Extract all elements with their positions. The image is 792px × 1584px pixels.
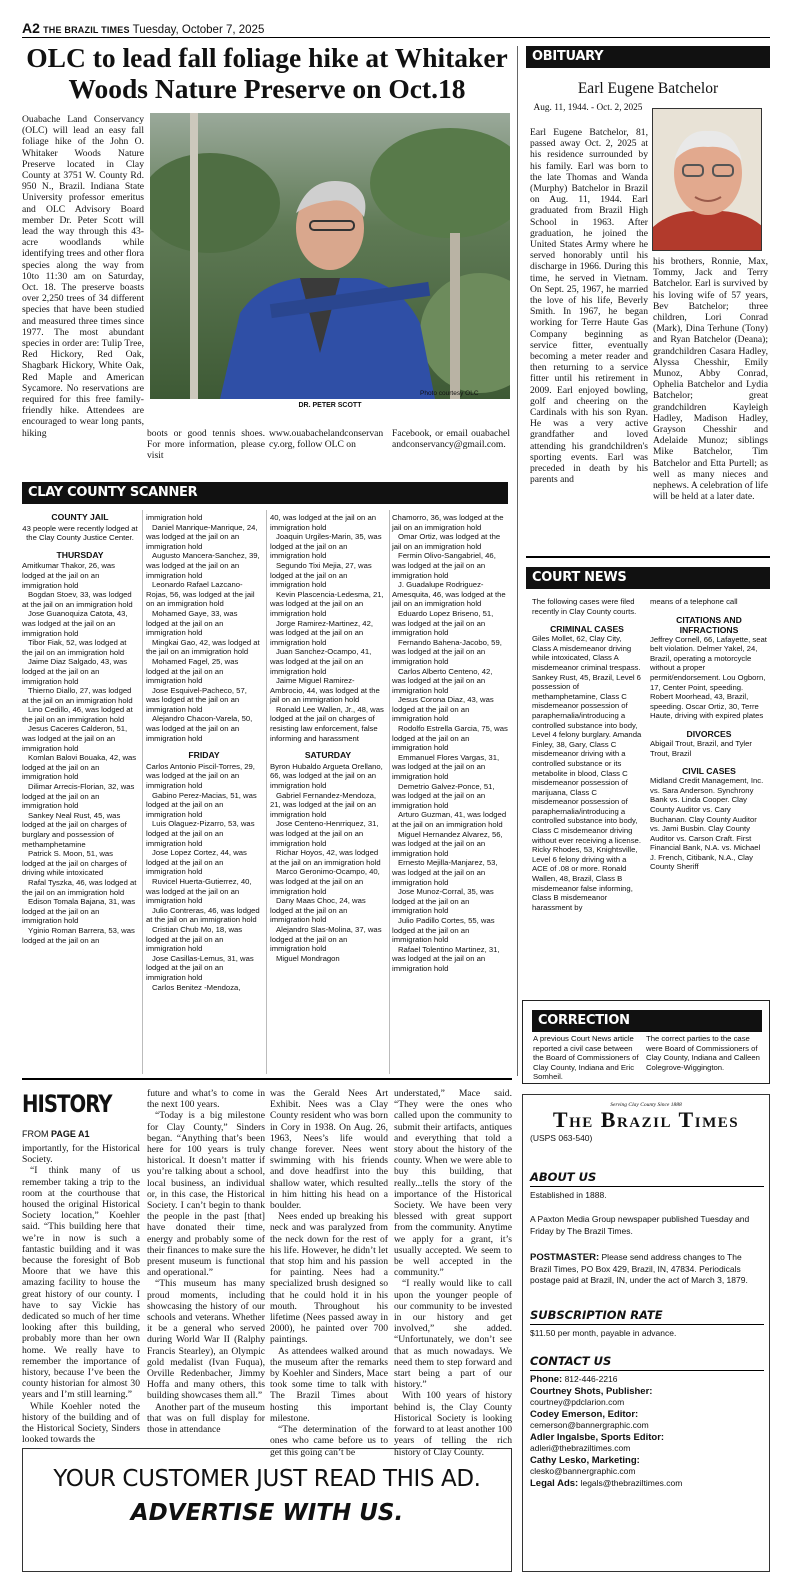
- col4-list: [392, 513, 508, 974]
- list-item: Fermin Olivo-Sangabriel, 46, was lodged at the jail on an immigration hold: [392, 551, 496, 580]
- editor-email[interactable]: cemerson@bannergraphic.com: [530, 1420, 649, 1430]
- list-item: Komlan Balovi Bouaka, 42, was lodged at the jail on an immigration hold: [22, 753, 137, 782]
- list-item: Jesus Caceres Calderon, 51, was lodged at the jail on an immigration hold: [22, 724, 128, 753]
- legal-email[interactable]: legals@thebraziltimes.com: [580, 1477, 683, 1488]
- criminal-cases-cont: means of a telephone call: [650, 597, 738, 606]
- masthead-tagline: Serving Clay County Since 1888: [610, 1102, 682, 1108]
- criminal-cases-heading: CRIMINAL CASES: [550, 624, 624, 635]
- page-folio: [22, 20, 264, 36]
- history-col3: [270, 1088, 388, 1458]
- list-item: 40, was lodged at the jail on an immigration hold: [270, 513, 376, 532]
- history-col1: [22, 1143, 140, 1445]
- list-item: future and what’s to come in the next 100 years.: [147, 1088, 265, 1111]
- list-item: Thierno Diallo, 27, was lodged at the jail on an immigration hold: [22, 686, 133, 705]
- contact-sports: [530, 1432, 764, 1444]
- list-item: Amitkumar Thakor, 26, was lodged at the jail on an immigration hold: [22, 561, 115, 590]
- list-item: Ronald Lee Wallen, Jr., 48, was lodged at the jail on charges of resisting law enforcement, false informing and harassment: [270, 704, 384, 743]
- list-item: Dilimar Arrecis-Florian, 32, was lodged at the jail on an immigration hold: [22, 782, 135, 811]
- correction-col1: A previous Court News article reported a civil case between the Board of Commissioners of Clay County, Indiana and Eric Somheil.: [533, 1034, 639, 1082]
- page-number: A2: [22, 20, 40, 36]
- divorces-text: Abigail Trout, Brazil, and Tyler Trout, Brazil: [650, 738, 752, 758]
- marketing-email[interactable]: clesko@bannergraphic.com: [530, 1466, 636, 1476]
- list-item: “I really would like to call upon the younger people of our community to be invested in our history and get involved,” she added. “Unfortunately, we don’t see that as much nowadays. We need them to step forward and start being a part of our history.”: [394, 1278, 512, 1391]
- contact-legal: [530, 1478, 764, 1490]
- list-item: Ruvicel Huerta-Gutierrez, 40, was lodged at the jail on an immigration hold: [146, 876, 252, 906]
- sports-role: Adler Ingalsbe, Sports Editor:: [530, 1431, 665, 1443]
- list-item: Bogdan Stoev, 33, was lodged at the jail on an immigration hold: [22, 590, 133, 609]
- photo-caption: DR. PETER SCOTT: [298, 402, 362, 409]
- sports-email[interactable]: adleri@thebraziltimes.com: [530, 1443, 631, 1453]
- obituary-portrait: [652, 108, 762, 251]
- about-us-text: A Paxton Media Group newspaper published Tuesday and Friday by The Brazil Times.: [530, 1214, 750, 1236]
- list-item: Eduardo Lopez Briseno, 51, was lodged at the jail on an immigration hold: [392, 608, 494, 638]
- list-item: While Koehler noted the history of the building and of the Historical Society, Sinders looked towards the: [22, 1400, 140, 1446]
- list-item: Nees ended up breaking his neck and was paralyzed from the neck down for the rest of his life. However, he didn’t let that stop him and his passion for painting. Nees had a specialized brush designed so that he could hold it in his mouth. Throughout his lifetime (Nees passed away in 2000), he painted over 700 paintings.: [270, 1211, 388, 1346]
- ad-line-2: ADVERTISE WITH US.: [130, 1500, 404, 1526]
- subscription-heading: SUBSCRIPTION RATE: [530, 1308, 764, 1325]
- list-item: Joaquin Urgiles-Marin, 35, was lodged at the jail on an immigration hold: [270, 532, 382, 561]
- col2-list: [146, 513, 262, 743]
- obituary-banner: OBITUARY: [526, 46, 770, 68]
- contact-publisher: [530, 1386, 764, 1398]
- list-item: Miguel Hernandez Alvarez, 56, was lodged at the jail on an immigration hold: [392, 829, 503, 858]
- criminal-cases-text: Giles Mollet, 62, Clay City, Class A misdemeanor driving while intoxicated, Class A misdemeanor criminal trespass. Sankey Rust, 45, Brazil, Level 6 possession of methamphetamine, Class C misdemeanor possession of paraphernalia/introducing a controlled substance into body, Level 4 felony burglary. Amanda Finley, 38, Gary, Class C misdemeanor driving with a controlled substance or its metabolite in blood, Class C misdemeanor possession of marijuana, Class C misdemeanor possession of paraphernalia/introducing a controlled substance into body, Class C misdemeanor driving without ever receiving a license. Ricky Rhodes, 53, Knightsville, Level 6 felony driving with a ACE of .08 or more. Ronald Wallen, 48, Brazil, Class B misdemeanor false informing, Class B misdemeanor harassment by: [532, 634, 642, 912]
- about-us-heading: ABOUT US: [530, 1170, 764, 1187]
- list-item: Sankey Neal Rust, 45, was lodged at the jail on charges of burglary and possession of methamphetamine: [22, 810, 127, 849]
- masthead-name: The Brazil Times: [552, 1107, 740, 1132]
- list-item: Gabriel Fernandez-Mendoza, 21, was lodged at the jail on an immigration hold: [270, 790, 376, 819]
- list-item: J. Guadalupe Rodriguez-Amesquita, 46, was lodged at the jail on an immigration hold: [392, 580, 506, 609]
- jump-line: [22, 1129, 90, 1139]
- list-item: Fernando Bahena-Jacobo, 59, was lodged at the jail on an immigration hold: [392, 637, 502, 666]
- lead-body-col3: www.ouabachelandconservancy.org, follow OLC on: [269, 428, 384, 451]
- citations-heading: CITATIONS AND INFRACTIONS: [676, 614, 742, 635]
- legal-label: Legal Ads:: [530, 1477, 579, 1489]
- list-item: Ernesto Mejilla-Manjarez, 53, was lodged at the jail on an immigration hold: [392, 858, 498, 887]
- contact-phone: [530, 1374, 764, 1386]
- list-item: Jaime Miguel Ramirez-Ambrocio, 44, was lodged at the jail on an immigration hold: [270, 676, 380, 705]
- scanner-col3: [270, 513, 386, 963]
- history-heading: HISTORY: [22, 1090, 112, 1118]
- list-item: importantly, for the Historical Society.: [22, 1143, 140, 1166]
- contact-editor: [530, 1409, 764, 1421]
- thursday-list: [22, 561, 138, 945]
- list-item: Miguel Mondragon: [276, 953, 340, 963]
- list-item: Alejandro Chacon-Varela, 50, was lodged at the jail on an immigration hold: [146, 714, 253, 743]
- list-item: Jesus Corona Diaz, 43, was lodged at the jail on an immigration hold: [392, 695, 494, 724]
- column-divider: [142, 510, 143, 1074]
- list-item: Segundo Tixi Mejia, 27, was lodged at the jail on an immigration hold: [270, 560, 372, 590]
- marketing-role: Cathy Lesko, Marketing:: [530, 1454, 640, 1466]
- list-item: Rafael Tolentino Martinez, 31, was lodged at the jail on an immigration hold: [392, 944, 500, 973]
- paper-name: THE BRAZIL TIMES: [43, 25, 130, 35]
- ad-line-1: YOUR CUSTOMER JUST READ THIS AD.: [53, 1466, 481, 1492]
- list-item: Arturo Guzman, 41, was lodged at the jail on an immigration hold: [392, 810, 507, 829]
- correction-col2: The correct parties to the case were Board of Commissioners of Clay County, Indiana and Calleen Colegrove-Wiggington.: [646, 1034, 760, 1072]
- civil-cases-text: Midland Credit Management, Inc. vs. Sara Anderson. Synchrony Bank vs. Linda Cooper. Clay County Auditor vs. Cary Buchanan. Clay County Auditor vs. Jami Busbin. Clay County Auditor vs. Carson Craft. First Financial Bank, N.A. vs. Michael J. French, Citibank, N.A., Clay County Sheriff: [650, 776, 764, 872]
- list-item: Juan Sanchez-Ocampo, 41, was lodged at the jail on an immigration hold: [270, 647, 372, 676]
- jump-from-label: FROM: [22, 1129, 49, 1139]
- list-item: Mingkai Gao, 42, was lodged at the jail on an immigration hold: [146, 637, 260, 657]
- lead-photo: [150, 113, 510, 399]
- list-item: Luis Olaguez-Pizarro, 53, was lodged at the jail on an immigration hold: [146, 819, 255, 848]
- list-item: was the Gerald Nees Art Exhibit. Nees was a Clay County resident who was born in Cory in 1938. On Aug. 26, 1963, Nees’s life would change forever. Nees went swimming with his friends and dove headfirst into the shallow water, which resulted in him hitting his head on a boulder.: [270, 1088, 388, 1212]
- contact-heading: CONTACT US: [530, 1354, 764, 1371]
- list-item: Daniel Manrique-Manrique, 24, was lodged at the jail on an immigration hold: [146, 522, 258, 551]
- postmaster-body: Please send address changes to The Brazil Times, PO Box 429, Brazil, IN, 47834. Periodicals postage paid at Brazil, IN, under the act of March 3, 1879.: [530, 1252, 748, 1285]
- friday-list: [146, 762, 262, 992]
- issue-date: Tuesday, October 7, 2025: [132, 24, 265, 36]
- list-item: Patrick S. Moon, 51, was lodged at the jail on charges of driving while intoxicated: [22, 849, 127, 878]
- county-jail-heading: COUNTY JAIL: [51, 512, 109, 522]
- scanner-col1: [22, 513, 138, 945]
- list-item: Jose Esquivel-Pacheco, 57, was lodged at the jail on an immigration hold: [146, 685, 247, 714]
- list-item: Byron Hubaldo Argueta Orellano, 66, was lodged at the jail on an immigration hold: [270, 761, 383, 791]
- subscription-rate: $11.50 per month, payable in advance.: [530, 1328, 677, 1338]
- list-item: Jose Munoz-Corral, 35, was lodged at the jail on an immigration hold: [392, 887, 494, 916]
- list-item: Tibor Fiak, 52, was lodged at the jail on an immigration hold: [22, 638, 127, 657]
- list-item: As attendees walked around the museum after the remarks by Koehler and Sinders, Mace took some time to talk with The Brazil Times about hosting this important milestone.: [270, 1345, 388, 1424]
- about-us-established: Established in 1888.: [530, 1190, 607, 1200]
- history-col2: [147, 1088, 265, 1435]
- history-col4: [394, 1088, 512, 1458]
- contact-marketing: [530, 1455, 764, 1467]
- editor-role: Codey Emerson, Editor:: [530, 1408, 639, 1420]
- list-item: Augusto Mancera-Sanchez, 39, was lodged at the jail on an immigration hold: [146, 551, 260, 580]
- list-item: Jaime Diaz Salgado, 43, was lodged at the jail on an immigration hold: [22, 657, 128, 686]
- list-item: Demetrio Galvez-Ponce, 51, was lodged at the jail on an immigration hold: [392, 781, 495, 810]
- usps-number: (USPS 063-540): [530, 1133, 593, 1143]
- header-rule: [22, 37, 770, 38]
- obituary-body-col1: Earl Eugene Batchelor, 81, passed away Oct. 2, 2025 at his residence surrounded by his family. Earl was born to the late Thomas and Wanda (Murphy) Batchelor in Brazil on Aug. 11, 1944. Earl graduated from Brazil High School in 1963. After graduation, he joined the United States Army where he served honorably until his discharge in 1966. During this time, he served in Vietnam. On Sept. 25, 1967, he married the love of his life, Beverly Smith. In 1967, he began working for Terre Haute Gas Company beginning as service fitter, eventually becoming a meter reader and then returning to a service fitter until his retirement in 2009. Earl enjoyed bowling, golf and cheering on the Cardinals with his son Ryan. He was a very active grandfather and loved attending his grandchildren's sporting events. Earl was preceded in death by his parents and: [530, 127, 648, 486]
- list-item: Julio Padillo Cortes, 55, was lodged at the jail on an immigration hold: [392, 915, 495, 945]
- section-rule: [22, 1078, 512, 1080]
- thursday-heading: THURSDAY: [56, 549, 104, 560]
- divorces-heading: DIVORCES: [686, 728, 732, 739]
- photo-hiker-image: [150, 113, 510, 399]
- list-item: Richar Hoyos, 42, was lodged at the jail on an immigration hold: [270, 848, 381, 867]
- column-divider: [389, 510, 390, 1074]
- list-item: Carlos Alberto Centeno, 42, was lodged at the jail on an immigration hold: [392, 666, 493, 695]
- col3-list: [270, 513, 386, 743]
- list-item: Marco Geronimo-Ocampo, 40, was lodged at the jail on an immigration hold: [270, 867, 380, 896]
- photo-credit: Photo courtesy OLC: [420, 390, 479, 397]
- list-item: Carlos Antonio Piscil-Torres, 29, was lodged at the jail on an immigration hold: [146, 761, 255, 791]
- correction-banner: CORRECTION: [532, 1010, 762, 1032]
- obituary-rule: [526, 556, 770, 558]
- saturday-heading: SATURDAY: [304, 750, 352, 761]
- list-item: Jose Guanoquiza Catota, 43, was lodged at the jail on an immigration hold: [22, 609, 128, 638]
- list-item: Mohamed Gaye, 33, was lodged at the jail on an immigration hold: [146, 608, 238, 638]
- county-jail-intro: 43 people were recently lodged at the Clay County Justice Center.: [22, 523, 138, 543]
- list-item: Chamorro, 36, was lodged at the jail on an immigration hold: [392, 513, 504, 532]
- list-item: Leonardo Rafael Lazcano-Rojas, 56, was lodged at the jail on an immigration hold: [146, 580, 255, 609]
- obituary-dates: Aug. 11, 1944. - Oct. 2, 2025: [533, 103, 643, 113]
- postmaster-label: POSTMASTER:: [530, 1252, 600, 1263]
- list-item: “This museum has many proud moments, including showcasing the history of our schools and veterans. Whether it be a general who served during World War II (Ralphy Francis Stearley), an Olympic gold medalist (Ivan Fuqua), Orville Redenbacher, Jimmy Hoffa and many others, this building showcases them all.”: [147, 1278, 265, 1402]
- list-item: Rafal Tyszka, 46, was lodged at the jail on an immigration hold: [22, 877, 137, 897]
- list-item: Lino Cedillo, 46, was lodged at the jail on an immigration hold: [22, 705, 133, 724]
- lead-body-col4: Facebook, or email ouabachelandconservancy@gmail.com.: [392, 428, 510, 451]
- court-news-banner: COURT NEWS: [526, 567, 770, 589]
- list-item: Jose Centeno-Henrriquez, 31, was lodged at the jail on an immigration hold: [270, 819, 379, 848]
- saturday-list: [270, 762, 386, 963]
- list-item: Kevin Plascencia-Ledesma, 21, was lodged at the jail on an immigration hold: [270, 589, 384, 618]
- list-item: “I think many of us remember taking a trip to the room at the courthouse that housed the original Historical Society location,” Koehler said. “This building here that we’re in now is such a fantastic building and it was because the foresight of Bob Moore that we have this amazing facility to house the great history of our county. I have to say Vickie has dedicated so much of her time looking after this building, probably more than her own home. We really have to remember the importance of history, because I’ve been the county historian for almost 30 years and I’m still learning.”: [22, 1165, 140, 1401]
- list-item: Julio Contreras, 46, was lodged at the jail on an immigration hold: [146, 905, 260, 925]
- column-divider: [517, 46, 518, 1076]
- list-item: Gabino Perez-Macias, 51, was lodged at the jail on an immigration hold: [146, 790, 257, 819]
- list-item: Dany Maas Choc, 24, was lodged at the jail on an immigration hold: [270, 896, 366, 925]
- lead-body-col1: Ouabache Land Conservancy (OLC) will lead an easy fall foliage hike of the John O. Whitaker Woods Nature Preserve located in Clay County at 3751 W. County Rd. 950 N., Brazil. Indiana State University professor emeritus and OLC Advisory Board member Dr. Peter Scott will lead the way through this 43-acre woodlands while identifying trees and other flora species along the way from 10to 11:30 am on Saturday, Oct. 18. The preserve boasts over 2,250 trees of 34 different species that have been studied and measured three times since 1977. The most abundant species in order are: Tulip Tree, Red Hickory, Red Oak, Shagbark Hickory, White Oak, Red Maple and American Sycamore. No reservations are required for this free family-friendly hike. Attendees are encouraged to wear long pants, hiking: [22, 114, 144, 439]
- column-divider: [266, 510, 267, 1074]
- list-item: Yginio Roman Barrera, 53, was lodged at the jail on an: [22, 925, 135, 945]
- list-item: Carlos Benitez -Mendoza,: [152, 982, 241, 992]
- list-item: Alejandro Slas-Molina, 37, was lodged at the jail on an immigration hold: [270, 924, 382, 954]
- court-news-col1: [532, 597, 642, 912]
- citations-text: Jeffrey Cornell, 66, Lafayette, seat belt violation. Delmer Yakel, 24, Brazil, operating a motorcycle without a proper permit/endorsement. Lou Ogborn, 17, Center Point, speeding. Robert Moorhead, 43, Brazil, speeding. Oscar Ortiz, 30, Terre Haute, driving with expired plates: [650, 634, 767, 721]
- jump-page: PAGE A1: [51, 1129, 90, 1139]
- list-item: Omar Ortiz, was lodged at the jail on an immigration hold: [392, 532, 501, 551]
- list-item: Another part of the museum that was on full display for those in attendance: [147, 1401, 265, 1436]
- phone-number[interactable]: 812-446-2216: [564, 1374, 618, 1384]
- obituary-name: Earl Eugene Batchelor: [577, 80, 719, 97]
- court-intro: The following cases were filed recently in Clay County courts.: [532, 597, 637, 616]
- list-item: Mohamed Fagel, 25, was lodged at the jail on an immigration hold: [146, 656, 239, 686]
- civil-cases-heading: CIVIL CASES: [682, 766, 736, 777]
- list-item: Jorge Ramirez-Martinez, 42, was lodged at the jail on an immigration hold: [270, 618, 373, 647]
- postmaster-text: [530, 1252, 764, 1287]
- scanner-col2: [146, 513, 262, 992]
- friday-heading: FRIDAY: [188, 750, 220, 761]
- list-item: Jose Lopez Cortez, 44, was lodged at the jail on an immigration hold: [146, 848, 247, 877]
- scanner-col4: [392, 513, 508, 974]
- list-item: “The determination of the ones who came before us to get this going can’t be: [270, 1424, 388, 1458]
- list-item: Jose Casillas-Lemus, 31, was lodged at the jail on an immigration hold: [146, 953, 254, 982]
- list-item: Emmanuel Flores Vargas, 31, was lodged at the jail on an immigration hold: [392, 752, 500, 782]
- list-item: Cristian Chub Mo, 18, was lodged at the jail on an immigration hold: [146, 924, 243, 954]
- publisher-role: Courtney Shots, Publisher:: [530, 1385, 653, 1397]
- lead-headline: OLC to lead fall foliage hike at Whitaker Woods Nature Preserve on Oct.18: [26, 42, 508, 104]
- list-item: Edison Tomala Bajana, 31, was lodged at the jail on an immigration hold: [22, 897, 136, 926]
- obituary-body-col2: his brothers, Ronnie, Max, Tommy, Jack and Terry Batchelor. Earl is survived by his loving wife of 57 years, Bev Batchelor; three children, Lori Conrad (Mark), Dina Terhune (Tony) and Ryan Batchelor (Deana); grandchildren Casara Hadley, Alyssa Chesshir, Emily Munoz, Abby Conrad, Ophelia Batchelor and Lydia Batchelor; great grandchildren Kayleigh Hadley, Madison Hadley, Grayson Chesshir and Adelaide Munoz; siblings Mike Batchelor, Tim Batchelor and Etta Purtell; as well as many nieces and nephews. A celebration of life will be held at a later date.: [653, 256, 768, 503]
- list-item: “Today is a big milestone for Clay County,” Sinders began. “Anything that’s been here for 100 years is truly historical. It doesn’t matter if you’re talking about a school, local business, an individual or, in this case, the Historical Society. I can’t begin to thank the people in the past [that] have donated their time, energy and probably some of their finances to make sure the present museum is functional and operational.”: [147, 1110, 265, 1279]
- lead-body-col2: boots or good tennis shoes. For more information, please visit: [147, 428, 265, 462]
- court-news-col2: [650, 597, 768, 872]
- publisher-email[interactable]: courtney@pdclarion.com: [530, 1397, 625, 1407]
- scanner-banner: CLAY COUNTY SCANNER: [22, 482, 508, 504]
- list-item: understated,” Mace said. “They were the ones who called upon the community to submit their artifacts, antiques and everything that told a story about the history of the county. When we were able to buy this building, that really...tells the story of the importance of the Historical Society. We have been very blessed with great support from the community. Anytime we apply for a grant, it’s usually accepted. We seem to be well accepted in the community.”: [394, 1088, 512, 1279]
- portrait-image: [653, 109, 762, 251]
- list-item: With 100 years of history behind is, the Clay County Historical Society is looking forward to at least another 100 years of telling the rich history of Clay County.: [394, 1390, 512, 1458]
- contact-list: [530, 1374, 764, 1489]
- list-item: immigration hold: [146, 513, 203, 522]
- list-item: Rodolfo Estrella Garcia, 75, was lodged at the jail on an immigration hold: [392, 724, 508, 753]
- phone-label: Phone:: [530, 1374, 563, 1385]
